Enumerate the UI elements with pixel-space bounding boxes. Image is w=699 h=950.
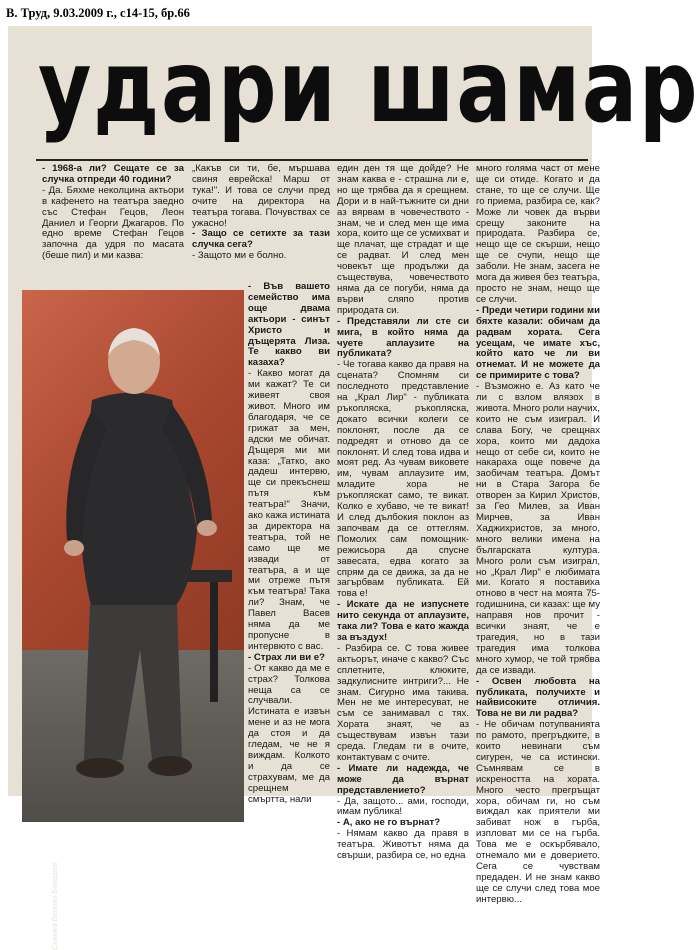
interview-question: - 1968-а ли? Сещате се за случка отпреди 40 години? [42, 163, 184, 185]
interview-question: - Имате ли надежда, че може да върнат представлението? [337, 762, 469, 796]
interview-answer: - Не обичам потупванията по рамото, прегръдките, в които невинаги съм сигурен, че са истински. Съмнявам се в искреността на хората. Много често прегръщат хора, обичам ги, но съм виждал как приятели ми забиват нож в гърба, изпловат ми се на гърба. Това ме е оскърбявало, отнемало ми е доверието. Сега се чувствам предаден. И не знам какво ще се случи след това мое интервю... [476, 719, 600, 905]
interview-question: - Искате да не изпуснете нито секунда от аплаузите, така ли? Това е като жажда за въздух! [337, 599, 469, 643]
interview-answer: - Нямам какво да правя в театъра. Животът няма да свърши, разбира се, но една [337, 828, 469, 862]
interview-answer: - Разбира се. С това живее актьорът, иначе с какво? Със сплетните, клюките, задкулисните интриги?... Не знам. Сигурно има такива. Мен не ме интересуват, не съм се занимавал с тях. Хората знаят, че аз съществувам извън тази среда. Гледам ги в очите, контактувам с очите. [337, 642, 469, 763]
interview-question: - А, ако не го върнат? [337, 817, 441, 829]
seated-man-figure [22, 290, 244, 822]
interview-answer: - Защото ми е болно. [192, 250, 287, 262]
source-caption: В. Труд, 9.03.2009 г., с14-15, бр.66 [6, 6, 190, 20]
article-column-2-lower [248, 282, 330, 824]
interview-answer: - Да, защото... ами, господи, имам публика! [337, 795, 469, 818]
interview-question: - Страх ли ви е? [248, 651, 325, 663]
interview-question: - Представяли ли сте си мига, в който няма да чуете аплаузите на публиката? [337, 315, 469, 360]
article-column-4 [476, 163, 600, 905]
interview-answer: - Възможно е. Аз като че ли с взлом влязох в живота. Много роли научих, които не съм изиграл. И слава Богу, че срещнах хора, които ми дадоха нещо от себе си, които не накараха още повече да заобичам театъра. Домът ни в Стара Загора бе отворен за Кирил Христов, за Гео Милев, за Иван Мирчев, за Иван Хаджихристов, за много, много велики имена на българската култура. Много роли съм изиграл, но „Крал Лир" е любимата ми. Когато я поставиха отново в чест на моята 75-годишнина, си казах: ще му направя нов прочит - всички знаят, че е трагедия, но в тази трагедия има толкова много хумор, че той трябва да се извади. [476, 381, 600, 676]
article-column-3 [337, 163, 469, 862]
headline: удари шамар [38, 28, 699, 145]
portrait-photo [22, 290, 244, 950]
interview-question: - Освен любовта на публиката, получихте и найвисоките отличия. Това не ви ли радва? [476, 675, 600, 720]
headline-rule [36, 159, 588, 161]
interview-answer: - Какво могат да ми кажат? Те си живеят своя живот. Много им благодаря, че се грижат за мен, адски ме обичат. Дъщеря ми ми каза: „Татко, ако дадеш интервю, ще си прекъснеш пътя към театъра!" Значи, ако кажа истината за директора на театъра, той не само ще ме извади от театъра, а и ще ми отреже пътя към театъра! Така ли? Знам, че Павел Васев няма да ме пропусне в интервюто с вас. [248, 368, 330, 652]
interview-answer: - Да. Бяхме неколцина актьори в кафенето на театъра заедно със Стефан Гецов, Леон Даниел и Георги Джагаров. По едно време Стефан Гецов започна да удря по масата (беше пил) и ми казва: [42, 184, 184, 262]
interview-answer: - От какво да ме е страх? Толкова неща са се случвали. Истината е извън мене и аз не мога да стоя и да гледам, че не я виждам. Колкото и да се страхувам, ме да срещнем смъртта, нали [248, 662, 330, 805]
article-column-2 [192, 164, 330, 276]
interview-answer: много голяма част от мене ще си отиде. Когато и да стане, то ще се случи. Ще го приема, разбира се, как? Може ли човек да върви срещу законите на природата. Разбира се, нещо ще се скърши, нещо ще се счупи, нещо ще заболи. Не знам, засега не мога да живея без театъра, просто не знам, нещо ще се случи. [476, 163, 600, 305]
interview-question: - Преди четири години ми бяхте казали: обичам да радвам хората. Сега усещам, че имате хъс, който като че ли ви отнемат. И не можете да се примирите с това? [476, 304, 600, 382]
interview-answer: „Какъв си ти, бе, мършава свиня еврейска! Марш от тука!". И това се случи пред очите на директора на театъра тогава. Почувствах се ужасно! [192, 163, 330, 229]
photo-credit: Снимка Велиан Бохошев [50, 862, 59, 950]
interview-answer: - Че тогава какво да правя на сцената? Спомням си последното представление на „Крал Лир" - публиката ръкопляска, ръкопляска, докато всички колеги се поклонят, после да се подредят и отново да се поклонят. И след това идва и моят ред. Аз чувам виковете им, чувам аплаузите им, младите хора не ръкопляскат само, те викат. Колко е хубаво, че те викат! И след дълбокия поклон аз започвам да се оттеглям. Помолих сам помощник-режисьора да спусне завесата, едва когато за спрям да се движа, за да не загърбвам публиката. Ей това е! [337, 359, 469, 600]
newspaper-clipping [8, 26, 699, 950]
interview-answer: един ден тя ще дойде? Не знам каква е - страшна ли е, но ще трябва да я срещнем. Дори и в най-тъжните си дни аз вярвам в човечеството - знам, че и след мен ще има хора, които ще се усмихват и ще плачат, ще страдат и ще се радват. И след мен човекът ще продължи да съществува, човечеството няма да се погуби, няма да върви сляпо против природата си. [337, 163, 469, 316]
interview-question: - Във вашето семейство има още двама актьори - синът Христо и дъщерята Лиза. Те какво ви казаха? [248, 281, 330, 369]
article-column-1 [42, 164, 184, 276]
interview-question: - Защо се сетихте за тази случка сега? [192, 228, 330, 251]
